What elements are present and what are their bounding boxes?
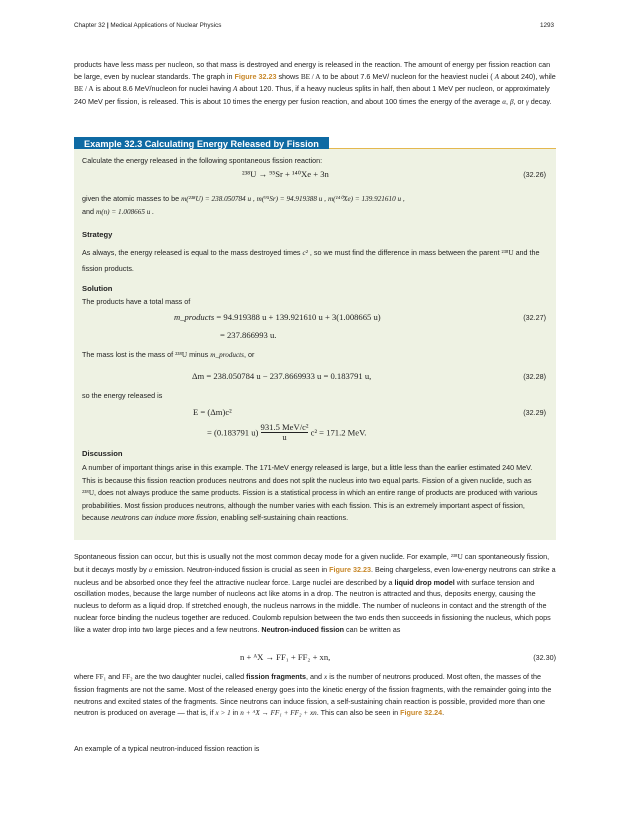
strategy-text: As always, the energy released is equal to the mass destroyed times c² , so we must find the difference in mass between the parent ²³⁸U and the fission products. [82, 248, 540, 273]
mass-lost-text: The mass lost is the mass of ²³⁸U minus m_products, or [82, 350, 255, 359]
equation-32-29: E = (Δm)c² [193, 407, 232, 417]
figure-link[interactable]: Figure 32.23 [234, 71, 277, 81]
page-number: 1293 [539, 22, 554, 29]
discussion-text: A number of important things arise in this example. The 171-MeV energy released is large, but a little less than the earlier estimated 240 MeV. This is because this fission reaction produces neutrons and does not split the nucleus into two equal parts. Fission of a given nuclide, such as ²³⁸U, does not always produce the same products. Fission is a statistical process in which an entire range of products are produced with various probabilities. Most fission produces neutrons, although the number varies with each fission. This is an extremely important aspect of fission, because neutrons can induce more fission, enabling self-sustaining chain reactions. [82, 463, 538, 523]
chapter-label: Chapter 32 | Medical Applications of Nuclear Physics [74, 22, 222, 29]
solution-heading: Solution [82, 284, 113, 293]
equation-32-28: Δm = 238.050784 u − 237.8669933 u = 0.183791 u, [192, 371, 372, 381]
example-prompt: Calculate the energy released in the following spontaneous fission reaction: [82, 156, 323, 165]
equation-32-30: n + ᴬX → FF₁ + FF₂ + xn, [240, 652, 331, 662]
equation-32-27: m_products = 94.919388 u + 139.921610 u + 3(1.008665 u) [174, 312, 381, 322]
intro-paragraph: products have less mass per nucleon, so that mass is destroyed and energy is released in the reaction. The amount of energy per fission reaction can be large, even by nuclear standards. The graph in Figure 32.23 shows BE / A to be about 7.6 MeV/ nucleon for the heaviest nuclei ( A about 240), while BE / A is about 8.6 MeV/nucleon for nuclei having A about 120. Thus, if a heavy nucleus splits in half, then about 1 MeV per nucleon, or approximately 240 MeV per fission, is released. This is about 10 times the energy per fusion reaction, and about 100 times the energy of the average α, β, or γ decay. [74, 60, 556, 106]
example-title: Example 32.3 Calculating Energy Released by Fission [74, 137, 329, 151]
given-masses: given the atomic masses to be m(²³⁸U) = 238.050784 u , m(⁹⁵Sr) = 94.919388 u , m(¹⁴⁰Xe) = 139.921610 u , and m(n) = 1.008665 u . [82, 194, 405, 216]
discussion-heading: Discussion [82, 449, 123, 458]
example-box: Calculate the energy released in the following spontaneous fission reaction: ²³⁸U → ⁹⁵Sr + ¹⁴⁰Xe + 3n (32.26) given the atomic masses to be m(²³⁸U) = 238.050784 u , m(⁹⁵Sr) = 94.919388 u , m(¹⁴⁰Xe) = 139.921610 u , and m(n) = 1.008665 u . Strategy As always, the energy released is equal to the mass destroyed times c² , so we must find the difference in mass between the parent ²³⁸U and the fission products. Solution The products have a total mass of m_products = 94.919388 u + 139.921610 u + 3(1.008665 u) = 237.866993 u. (32.27) The mass lost is the mass of ²³⁸U minus m_products, or Δm = 238.050784 u − 237.8669933 u = 0.183791 u, (32.28) so the energy released is E = (Δm)c² (32.29) = (0.183791 u) 931.5 MeV/c² u c² = 171.2 MeV. Discussion A number of important things arise in this example. The 171-MeV energy released is large, but a little less than the earlier estimated 240 MeV. This is because this fission reaction produces neutrons and does not split the nucleus into two equal parts. Fission of a given nuclide, such as ²³⁸U, does not always produce the same products. Fission is a statistical process in which an entire range of products are produced with various probabilities. Most fission produces neutrons, although the number varies with each fission. This is an extremely important aspect of fission, because neutrons can induce more fission, enabling self-sustaining chain reactions. [74, 149, 556, 540]
strategy-heading: Strategy [82, 230, 113, 239]
figure-link[interactable]: Figure 32.23 [329, 564, 372, 574]
example-title-bar [74, 134, 556, 149]
equation-32-29-line2: = (0.183791 u) 931.5 MeV/c² u c² = 171.2 MeV. [207, 422, 367, 442]
fragments-paragraph: where FF₁ and FF₂ are the two daughter nuclei, called fission fragments, and x is the number of neutrons produced. Most often, the masses of the fission fragments are not the same. Most of the released energy goes into the kinetic energy of the fission fragments, with the remainder going into the neutrons and excited states of the fragments. Since neutrons can induce fission, a self-sustaining chain reaction is possible, provided more than one neutron is produced on average — that is, if x > 1 in n + ᴬX → FF₁ + FF₂ + xn. This can also be seen in Figure 32.24. [74, 672, 552, 718]
equation-32-26: ²³⁸U → ⁹⁵Sr + ¹⁴⁰Xe + 3n [242, 169, 329, 179]
page-header [74, 22, 554, 29]
figure-link[interactable]: Figure 32.24 [400, 708, 443, 718]
fission-paragraph: Spontaneous fission can occur, but this is usually not the most common decay mode for a given nuclide. For example, ²³⁸U can spontaneously fission, but it decays mostly by α emission. Neutron-induced fission is crucial as seen in Figure 32.23. Being chargeless, even low-energy neutrons can strike a nucleus and be absorbed once they feel the attractive nuclear force. Large nuclei are described by a liquid drop model with surface tension and oscillation modes, because the large number of nucleons act like atoms in a drop. The neutron is attracted and thus, deposits energy, causing the nucleus to deform as a liquid drop. If stretched enough, the nucleus narrows in the middle. The number of nucleons in contact and the strength of the nuclear force binding the nucleus together are reduced. Coulomb repulsion between the two ends then succeeds in fissioning the nucleus, which pops like a water drop into two large pieces and a few neutrons. Neutron-induced fission can be written as [74, 552, 556, 634]
closing-line: An example of a typical neutron-induced fission reaction is [74, 744, 260, 753]
